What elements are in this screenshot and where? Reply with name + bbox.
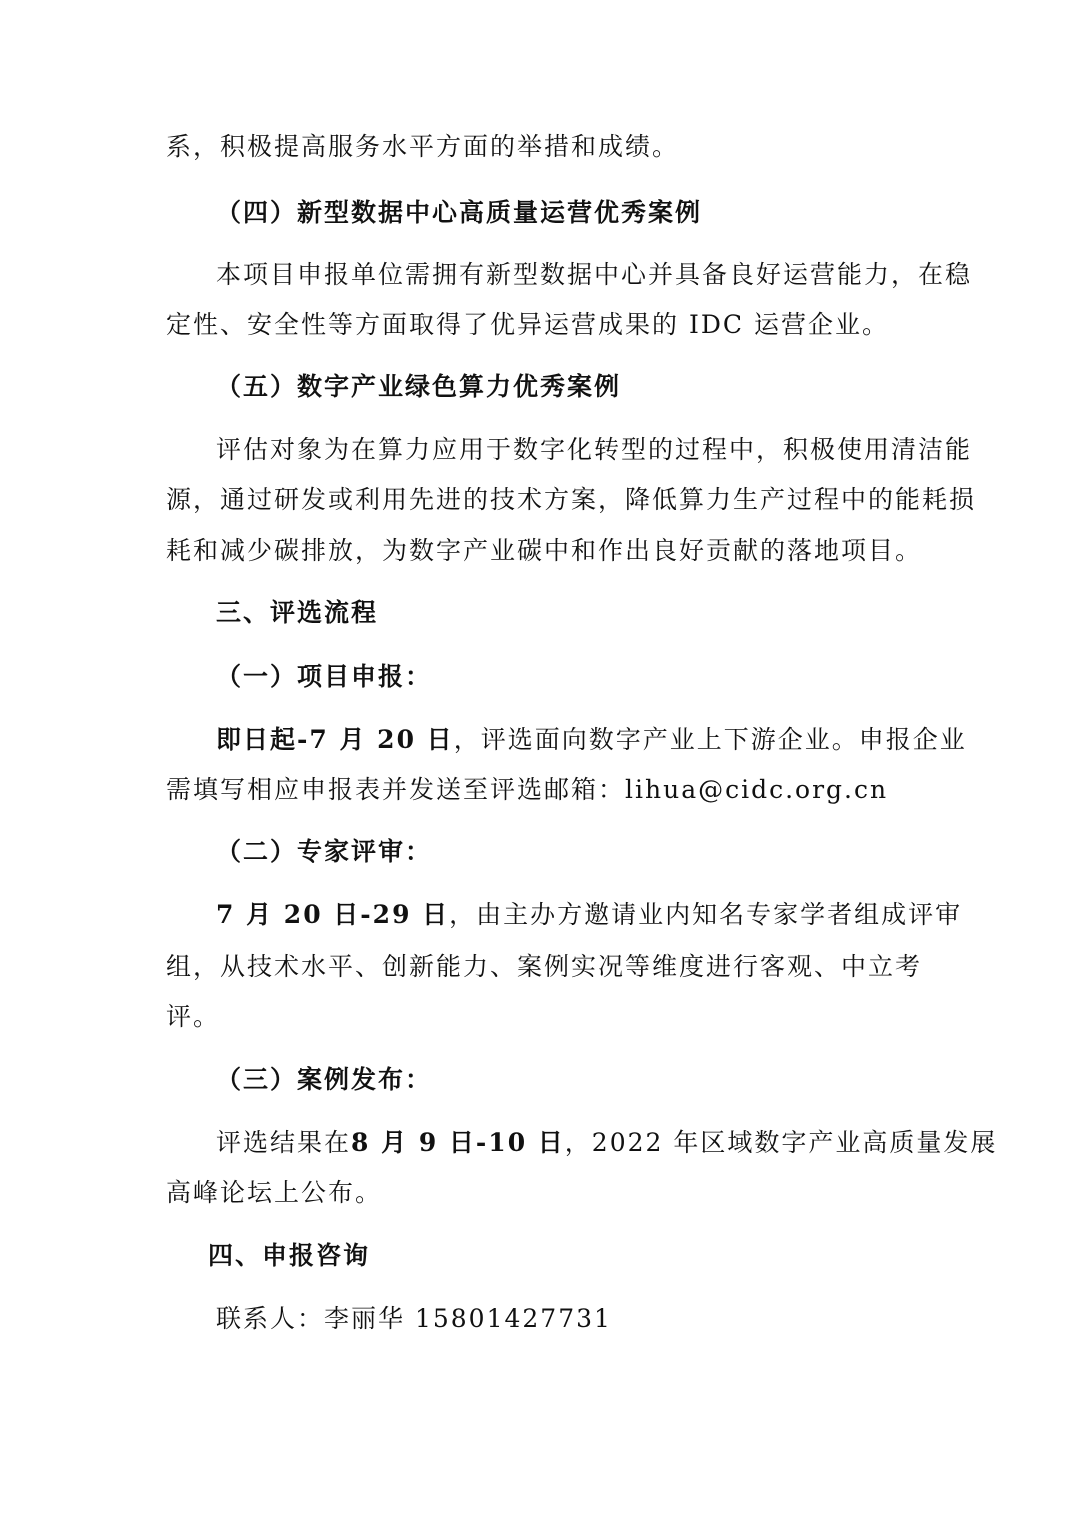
section-heading-five: （五）数字产业绿色算力优秀案例 [216, 372, 622, 401]
section-heading-four: （四）新型数据中心高质量运营优秀案例 [216, 198, 703, 227]
paragraph-line: 定性、安全性等方面取得了优异运营成果的 IDC 运营企业。 [166, 310, 889, 339]
paragraph-text: ，由主办方邀请业内知名专家学者组成评审 [449, 900, 963, 929]
paragraph-text: 评选结果在 [216, 1128, 352, 1157]
paragraph-line: 系，积极提高服务水平方面的举措和成绩。 [166, 132, 680, 161]
date-range: 7 月 20 日-29 日 [216, 900, 450, 929]
subheading-expert-review: （二）专家评审： [216, 837, 433, 866]
paragraph-text: ，评选面向数字产业上下游企业。申报企业 [453, 725, 967, 754]
paragraph-line [216, 723, 967, 757]
paragraph-line: 高峰论坛上公布。 [166, 1178, 383, 1207]
paragraph-line-email: 需填写相应申报表并发送至评选邮箱：lihua@cidc.org.cn [166, 775, 889, 804]
paragraph-line: 耗和减少碳排放，为数字产业碳中和作出良好贡献的落地项目。 [166, 536, 923, 565]
paragraph-line [216, 898, 962, 932]
subheading-project-application: （一）项目申报： [216, 662, 433, 691]
paragraph-line: 组，从技术水平、创新能力、案例实况等维度进行客观、中立考 [166, 952, 923, 981]
contact-line: 联系人：李丽华 15801427731 [216, 1304, 612, 1333]
paragraph-line [216, 1126, 997, 1160]
date-range: 即日起-7 月 20 日 [216, 725, 454, 754]
paragraph-line: 评估对象为在算力应用于数字化转型的过程中，积极使用清洁能 [216, 435, 973, 464]
date-range: 8 月 9 日-10 日 [351, 1128, 565, 1157]
section-heading-evaluation-process: 三、评选流程 [216, 598, 379, 627]
paragraph-text: ，2022 年区域数字产业高质量发展 [564, 1128, 998, 1157]
paragraph-line: 本项目申报单位需拥有新型数据中心并具备良好运营能力，在稳 [216, 260, 973, 289]
section-heading-application-inquiry: 四、申报咨询 [208, 1241, 371, 1270]
subheading-case-release: （三）案例发布： [216, 1065, 433, 1094]
paragraph-line: 源，通过研发或利用先进的技术方案，降低算力生产过程中的能耗损 [166, 485, 977, 514]
paragraph-line: 评。 [166, 1002, 221, 1031]
